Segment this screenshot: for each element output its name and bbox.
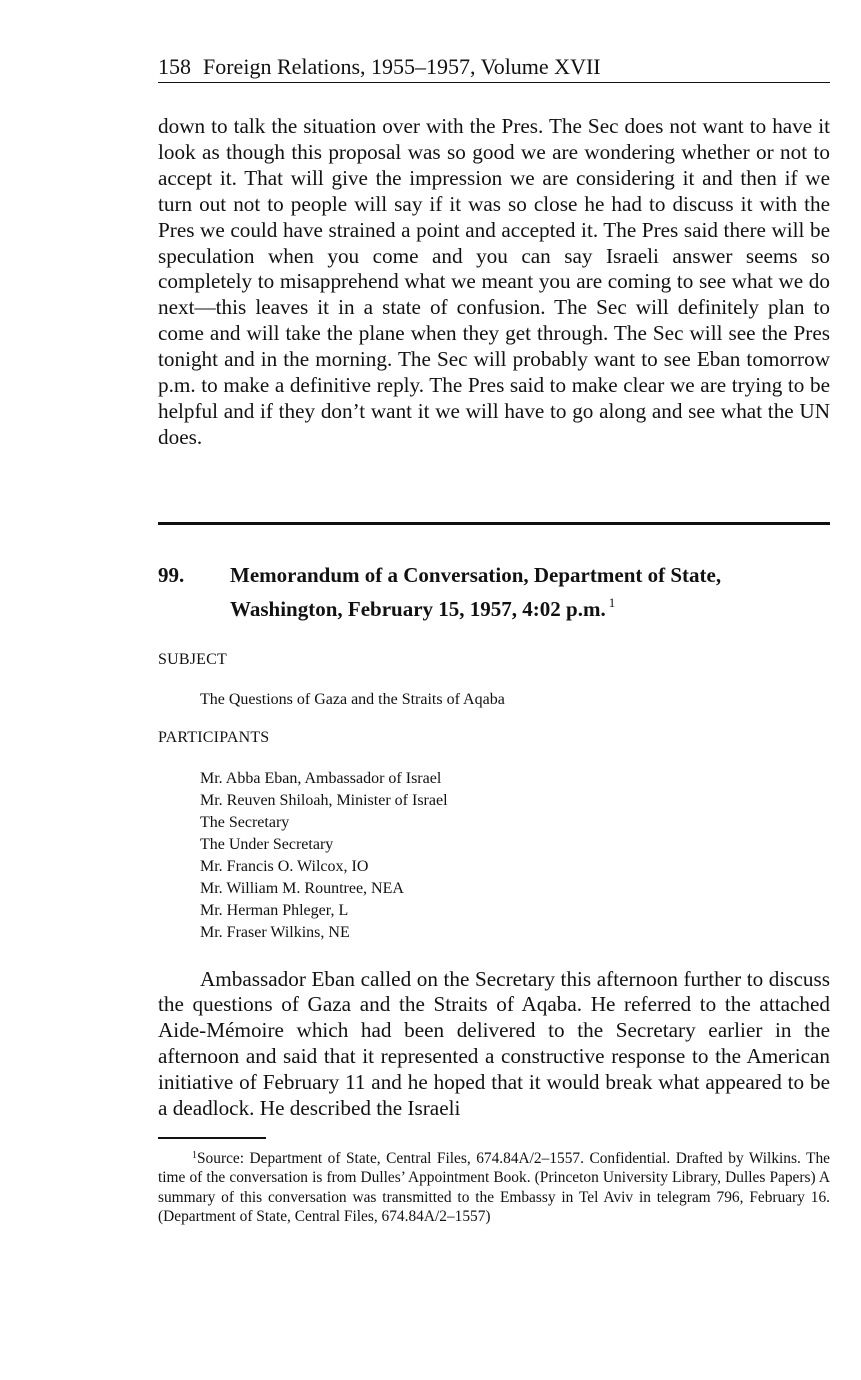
participant: Mr. Reuven Shiloah, Minister of Israel bbox=[200, 791, 448, 809]
subject-label: SUBJECT bbox=[158, 650, 227, 668]
participant: Mr. Francis O. Wilcox, IO bbox=[200, 858, 369, 876]
participant: The Secretary bbox=[200, 813, 290, 831]
volume-title: Foreign Relations, 1955–1957, Volume XVII bbox=[203, 54, 601, 79]
participant: Mr. Fraser Wilkins, NE bbox=[200, 924, 350, 942]
participant: Mr. Abba Eban, Ambassador of Israel bbox=[200, 769, 442, 787]
participants-list bbox=[200, 768, 830, 945]
footnote-reference: 1 bbox=[608, 594, 616, 610]
document-number: 99. bbox=[158, 562, 185, 587]
body-paragraph: Ambassador Eban called on the Secretary this afternoon further to discuss the questions of Gaza and the Straits of Aqaba. He referred to the attached Aide-Mémoire which had been delivered to the Secretary earlier in the afternoon and said that it represented a constructive response to the American initiative of February 11 and he hoped that it would break what appeared to be a deadlock. He described the Israeli bbox=[158, 966, 830, 1121]
subject-text: The Questions of Gaza and the Straits of Aqaba bbox=[200, 690, 505, 708]
document-title-wrap bbox=[230, 562, 830, 623]
page-number: 158 bbox=[158, 54, 191, 79]
footnote bbox=[158, 1146, 830, 1226]
participant: Mr. Herman Phleger, L bbox=[200, 902, 349, 920]
participants-label: PARTICIPANTS bbox=[158, 728, 270, 746]
participant: Mr. William M. Rountree, NEA bbox=[200, 880, 404, 898]
footnote-marker: 1 bbox=[192, 1149, 197, 1161]
participant: The Under Secretary bbox=[200, 836, 334, 854]
footnote-divider bbox=[158, 1137, 266, 1139]
section-divider bbox=[158, 522, 830, 525]
document-page bbox=[158, 52, 830, 1226]
continued-paragraph: down to talk the situation over with the Pres. The Sec does not want to have it look as though this proposal was so good we are wondering whether or not to accept it. That will give the impression we are considering it and then if we turn out not to people will say if it was so close he had to discuss it with the Pres we could have strained a point and accepted it. The Pres said there will be speculation when you come and you can say Israeli answer seems so completely to misapprehend what we meant you are coming to see what we do next—this leaves it in a state of confusion. The Sec will definitely plan to come and will take the plane when they get through. The Sec will see the Pres tonight and in the morning. The Sec will probably want to see Eban tomorrow p.m. to make a definitive reply. The Pres said to make clear we are trying to be helpful and if they don’t want it we will have to go along and see what the UN does. bbox=[158, 114, 830, 449]
footnote-text: Source: Department of State, Central Files, 674.84A/2–1557. Confidential. Drafted by Wilkins. The time of the conversation is from Dulles’ Appointment Book. (Princeton University Library, Dulles Papers) A summary of this conversation was transmitted to the Embassy in Tel Aviv in telegram 796, February 16. (Department of State, Central Files, 674.84A/2–1557) bbox=[158, 1149, 830, 1225]
running-head bbox=[158, 52, 830, 83]
document-title: Memorandum of a Conversation, Department of State, Washington, February 15, 1957, 4:02 p.m. bbox=[230, 562, 722, 621]
document-heading bbox=[158, 562, 830, 623]
